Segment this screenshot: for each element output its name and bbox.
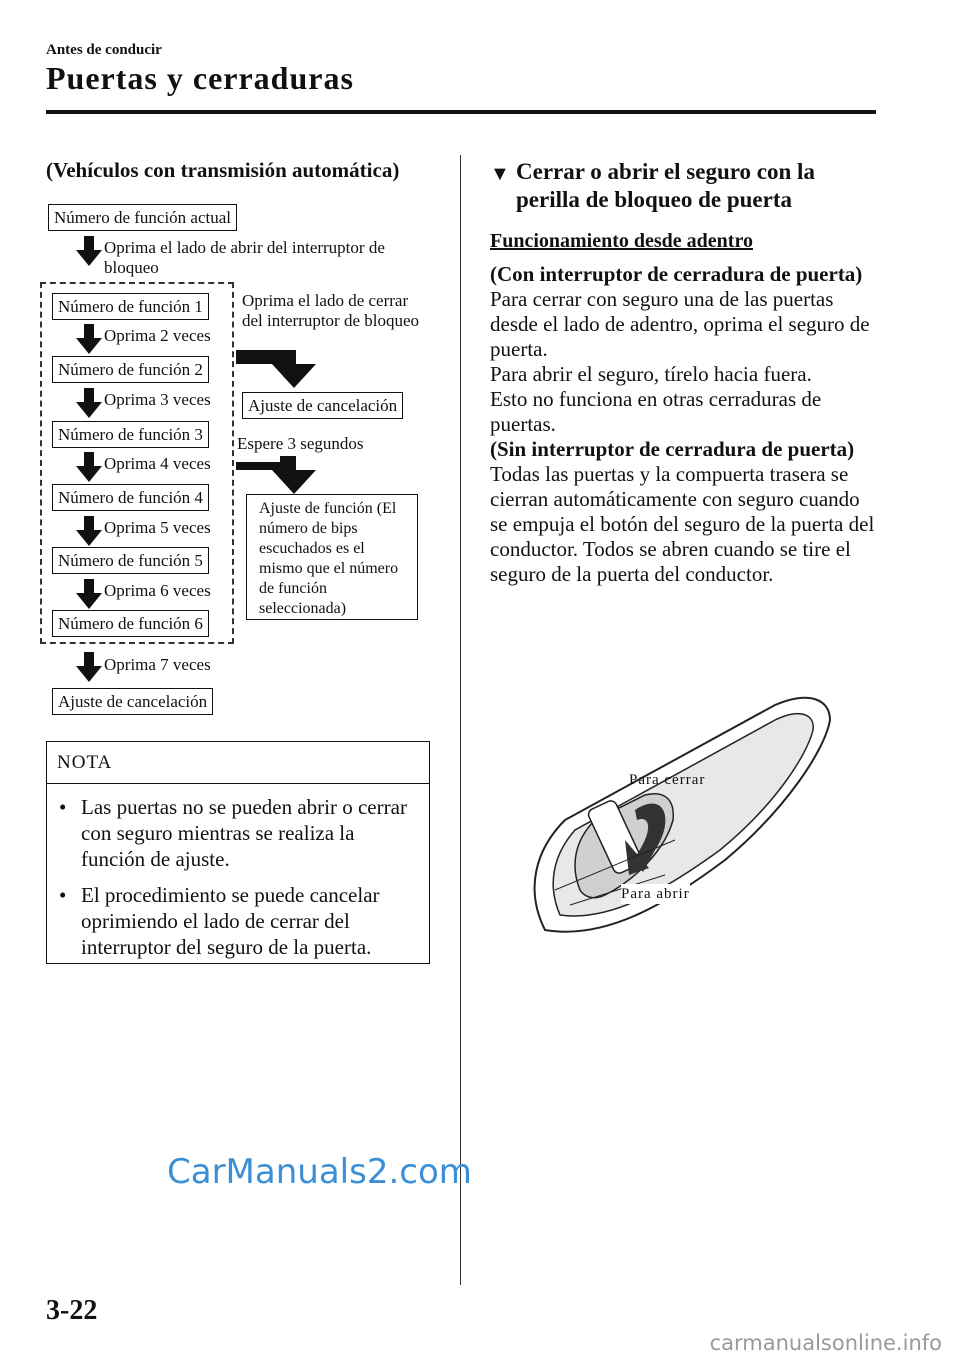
note-item [59, 882, 419, 960]
box-function-3: Número de función 3 [52, 421, 209, 448]
down-arrow-icon [76, 452, 102, 482]
note-item [59, 794, 419, 872]
bullet-icon: • [59, 883, 67, 907]
note-text: Las puertas no se pueden abrir o cerrar con seguro mientras se realiza la función de ajuste. [81, 795, 407, 871]
box-cancel-bottom: Ajuste de cancelación [52, 688, 213, 715]
note-list [59, 794, 419, 970]
wait-label: Espere 3 segundos [237, 434, 364, 453]
paragraph: Para abrir el seguro, tírelo hacia fuera. [490, 362, 812, 386]
note-box [46, 741, 430, 964]
paragraph: Todas las puertas y la compuerta trasera se cierran automáticamente con seguro cuando se empuja el botón del seguro de la puerta del conductor. Todos se abren cuando se tire el seguro de la puerta del conductor. [490, 462, 875, 586]
footer-site: carmanualsonline.info [709, 1331, 942, 1355]
step-press-7: Oprima 7 veces [104, 655, 211, 674]
step-open-side: Oprima el lado de abrir del interruptor de bloqueo [104, 238, 385, 277]
down-arrow-icon [76, 579, 102, 609]
right-subheading: Funcionamiento desde adentro [490, 230, 753, 252]
watermark-logo: CarManuals2.com [167, 1152, 472, 1192]
illus-label-open: Para abrir [621, 886, 690, 902]
triangle-down-icon: ▼ [490, 163, 510, 185]
box-function-1: Número de función 1 [52, 293, 209, 320]
paragraph-heading: (Con interruptor de cerradura de puerta) [490, 262, 863, 286]
down-arrow-icon [76, 324, 102, 354]
box-function-2: Número de función 2 [52, 356, 209, 383]
step-press-3: Oprima 3 veces [104, 390, 211, 409]
box-function-5: Número de función 5 [52, 547, 209, 574]
note-text: El procedimiento se puede cancelar oprimiendo el lado de cerrar del interruptor del seguro de la puerta. [81, 883, 380, 959]
paragraph: Para cerrar con seguro una de las puertas desde el lado de adentro, oprima el seguro de puerta. [490, 287, 870, 361]
step-press-6: Oprima 6 veces [104, 581, 211, 600]
column-divider [460, 155, 461, 1285]
page-number: 3-22 [46, 1295, 98, 1326]
illus-label-close: Para cerrar [629, 772, 706, 788]
paragraph: Esto no funciona en otras cerraduras de puertas. [490, 387, 822, 436]
header-rule [46, 110, 876, 114]
box-function-6: Número de función 6 [52, 610, 209, 637]
box-current-function: Número de función actual [48, 204, 237, 231]
door-lock-illustration [525, 690, 845, 950]
step-press-4: Oprima 4 veces [104, 454, 211, 473]
down-arrow-icon [76, 236, 102, 266]
bent-arrow-icon [236, 456, 316, 494]
section-label: Antes de conducir [46, 42, 162, 58]
paragraph-heading: (Sin interruptor de cerradura de puerta) [490, 437, 855, 461]
note-title: NOTA [57, 752, 113, 773]
right-title-text: Cerrar o abrir el seguro con la perilla de bloqueo de puerta [516, 159, 815, 212]
step-close-side: Oprima el lado de cerrar del interruptor de bloqueo [242, 291, 420, 330]
down-arrow-icon [76, 652, 102, 682]
flow-heading: (Vehículos con transmisión automática) [46, 158, 400, 182]
box-cancel-side: Ajuste de cancelación [242, 392, 403, 419]
step-press-2: Oprima 2 veces [104, 326, 211, 345]
down-arrow-icon [76, 388, 102, 418]
step-press-5: Oprima 5 veces [104, 518, 211, 537]
box-function-4: Número de función 4 [52, 484, 209, 511]
note-rule [47, 783, 429, 784]
right-section-title [492, 158, 872, 214]
right-body [490, 262, 880, 587]
down-arrow-icon [76, 516, 102, 546]
box-function-setting: Ajuste de función (El número de bips escuchados es el mismo que el número de función seleccionada) [246, 494, 418, 620]
bent-arrow-icon [236, 350, 316, 388]
page-title: Puertas y cerraduras [46, 60, 354, 96]
bullet-icon: • [59, 795, 67, 819]
